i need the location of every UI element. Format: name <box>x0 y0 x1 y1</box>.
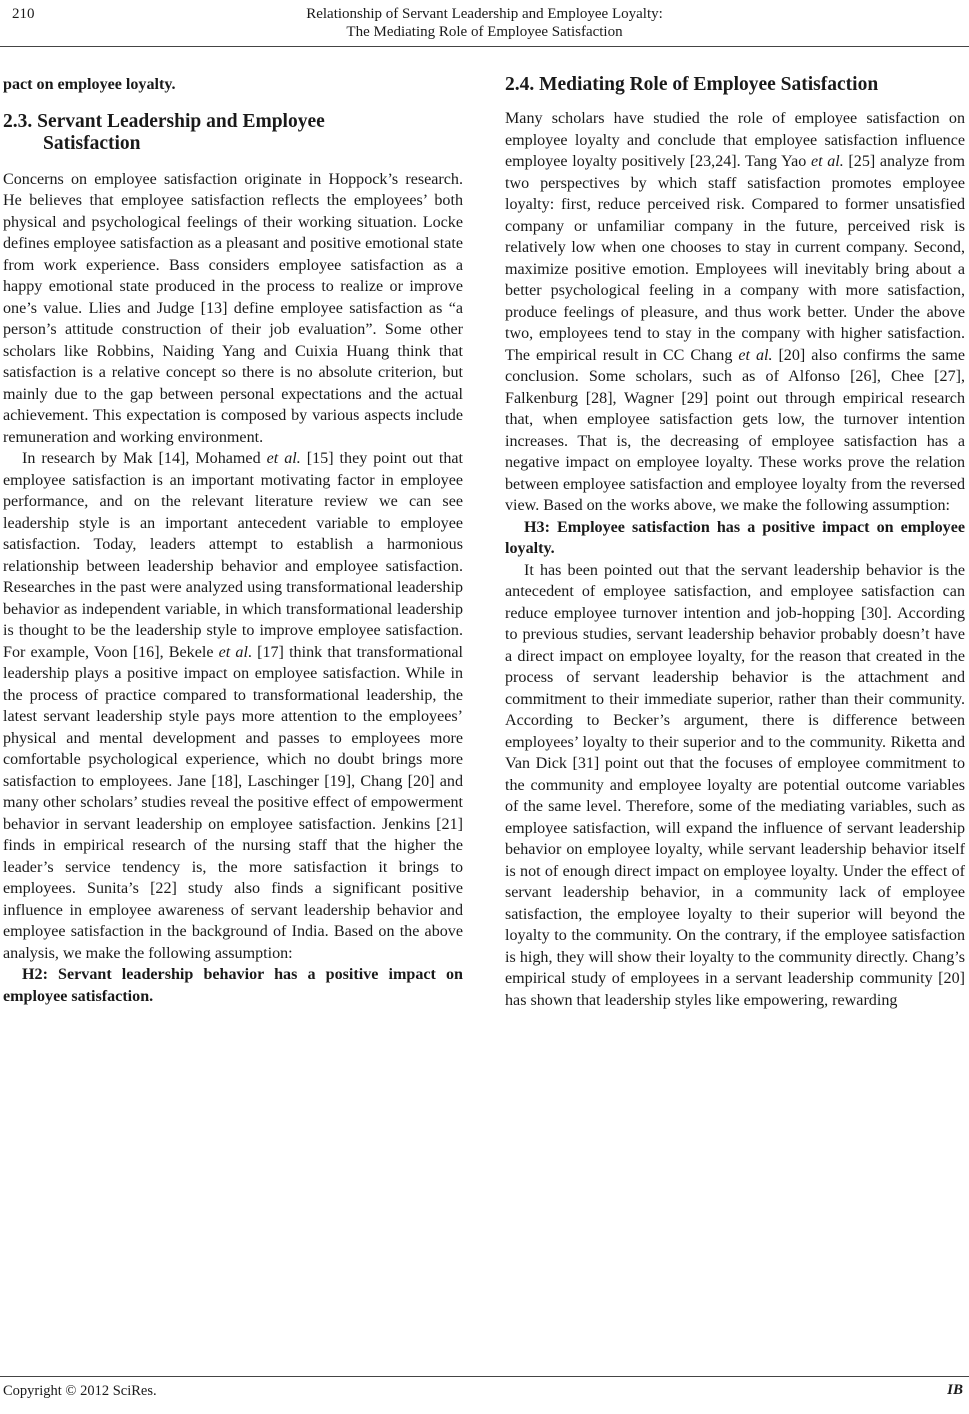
section-heading-2-3-line1: 2.3. Servant Leadership and Employee <box>3 110 325 132</box>
running-title <box>0 5 969 41</box>
copyright-notice: Copyright © 2012 SciRes. <box>3 1383 157 1399</box>
paragraph-mediating-role: Many scholars have studied the role of employee satisfaction on employee loyalty and conclude that employee satisfaction influence employee loyalty positively [23,24]. Tang Yao et al. [25] analyze from two perspectives by which staff satisfaction promotes employee loyalty: first, reduce perceived risk. Compared to former unsatisfied company or unfamiliar company in the future, perceived risk is relatively low when one chooses to stay in current company. Second, maximize positive emotion. Employees will inevitably bring about a better psychological feeling in a company with more satisfaction, produce feelings of pleasure, and thus work better. Under the above two, employees tend to stay in the company with higher satisfaction. The empirical result in CC Chang et al. [20] also confirms the same conclusion. Some scholars, such as of Alfonso [26], Chee [27], Falkenburg [28], Wagner [29] point out through empirical research that, when employee satisfaction gets low, the turnover intention increases. That is, the decreasing of employee satisfaction has a negative impact on employee loyalty. These works prove the relation between employee satisfaction and employee loyalty from the reversed view. Based on the works above, we make the following assumption: <box>505 110 965 514</box>
paragraph-servant-antecedent: It has been pointed out that the servant leadership behavior is the antecedent of employee satisfaction, and employee satisfaction can reduce employee turnover intention and job-hopping [30]. According to previous studies, servant leadership behavior probably doesn’t have a direct impact on employee loyalty, for the reason that created in the process of servant leadership behavior is the attachment and commitment to their immediate superior, rather than their community. According to Becker’s argument, there is difference between employees’ loyalty to their superior and to the community. Riketta and Van Dick [31] point out that the focuses of employee commitment to the community and employee loyalty are potential outcome variables of the same level. Therefore, some of the mediating variables, such as employee satisfaction, will expand the influence of servant leadership behavior on employee loyalty, while servant leadership behavior itself is not of enough direct impact on employee loyalty. Under the effect of servant leadership behavior, in a community lack of employee satisfaction, the employee loyalty to their superior will beyond the loyalty to the community. On the contrary, if the employee satisfaction is high, they will show their loyalty to the community directly. Chang’s empirical study of employees in a servant leadership community [20] has shown that leadership styles like empowering, rewarding <box>505 561 965 1009</box>
header-rule <box>0 46 969 47</box>
right-column <box>505 74 965 1011</box>
paragraph-satisfaction-origins: Concerns on employee satisfaction originate in Hoppock’s research. He believes that employee satisfaction reflects the employees’ both physical and psychological feelings of their working situation. Locke defines employee satisfaction as a pleasant and positive emotional state from work experience. Bass considers employee satisfaction as a happy emotional state produced in the process to realize or improve one’s value. Llies and Judge [13] define employee satisfaction as “a person’s attitude construction of their job evaluation”. Some other scholars like Robbins, Naiding Yang and Cuixia Huang think that satisfaction is a relative concept so there is no absolute criterion, but mainly due to the gap between personal expectations and the actual achievement. This expectation is composed by various aspects include remuneration and working environment. <box>3 170 463 446</box>
page-number: 210 <box>12 6 35 22</box>
continued-hypothesis: pact on employee loyalty. <box>3 76 176 93</box>
section-heading-2-3 <box>3 111 463 155</box>
journal-abbreviation: IB <box>947 1382 963 1398</box>
hypothesis-h3: H3: Employee satisfaction has a positive impact on employee loyalty. <box>505 518 965 557</box>
running-title-line2: The Mediating Role of Employee Satisfaction <box>346 24 623 40</box>
running-title-line1: Relationship of Servant Leadership and Employee Loyalty: <box>306 6 663 22</box>
hypothesis-h2: H2: Servant leadership behavior has a positive impact on employee satisfaction. <box>3 966 463 1005</box>
footer-rule <box>0 1376 969 1377</box>
paragraph-research-review: In research by Mak [14], Mohamed et al. [15] they point out that employee satisfaction is an important motivating factor in employee performance, and on the relevant literature review we can see leadership style is an important antecedent variable to employee satisfaction. Today, leaders attempt to establish a harmonious relationship between leadership behavior and employee satisfaction. Researches in the past were analyzed using transformational leadership behavior as independent variable, in which transformational leadership is thought to be the leadership style to improve employee satisfaction. For example, Voon [16], Bekele et al. [17] think that transformational leadership plays a positive impact on employee satisfaction. While in the process of practice compared to transformational leadership, the latest servant leadership style pays more attention to the employees’ physical and mental development and passes to employees more comfortable psychological experience, which no doubt brings more satisfaction to employees. Jane [18], Laschinger [19], Chang [20] and many other scholars’ studies reveal the positive effect of empowerment behavior in servant leadership on employee satisfaction. Jenkins [21] finds in empirical research of the nursing staff that the higher the leader’s service tendency is, the more satisfaction it brings to employees. Sunita’s [22] study also finds a significant positive influence in employee awareness of servant leadership behavior and employee satisfaction in the background of India. Based on the above analysis, we make the following assumption: <box>3 450 463 962</box>
left-column <box>3 74 463 1007</box>
section-heading-2-4: 2.4. Mediating Role of Employee Satisfaction <box>505 74 879 95</box>
section-heading-2-3-line2: Satisfaction <box>43 132 141 154</box>
